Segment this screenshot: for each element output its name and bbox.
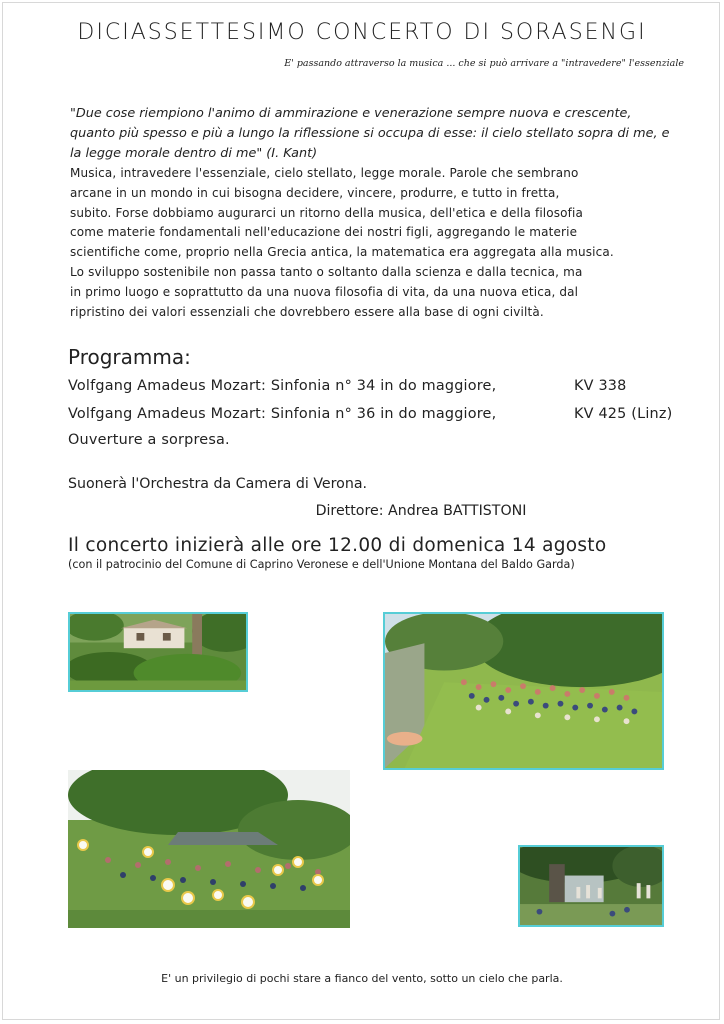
audience-on-hillside-photo: [383, 612, 664, 770]
conductor-line: [0, 503, 724, 519]
motto: E' passando attraverso la musica ... che si può arrivare a "intravedere" l'essenziale: [284, 58, 684, 69]
daisies-and-crowd-photo: [68, 770, 350, 928]
intro-line: subito. Forse dobbiamo augurarci un ritorno della musica, dell'etica e della filosofia: [70, 205, 584, 220]
program-catalog: KV 338: [574, 378, 627, 394]
intro-line: arcane in un mondo in cui bisogna decidere, vincere, produrre, e tutto in fretta,: [70, 185, 560, 200]
page-title: DICIASSETTESIMO CONCERTO DI SORASENGI: [77, 20, 647, 45]
mountain-hut-photo: [68, 612, 248, 692]
intro-paragraph: [70, 164, 690, 322]
intro-line: come materie fondamentali nell'educazione dei nostri figli, aggregando le materie: [70, 225, 578, 240]
program-piece: Ouverture a sorpresa.: [68, 432, 230, 448]
intro-line: ripristino dei valori essenziali che dovrebbero essere alla base di ogni civiltà.: [70, 304, 544, 319]
orchestra-line: Suonerà l'Orchestra da Camera di Verona.: [68, 476, 368, 492]
program-item: [68, 406, 708, 422]
program-catalog: KV 425 (Linz): [574, 406, 673, 422]
conductor-text: Direttore: Andrea BATTISTONI: [315, 503, 527, 519]
intro-line: scientifiche come, proprio nella Grecia antica, la matematica era aggregata alla musica.: [70, 245, 614, 260]
footer-quote: E' un privilegio di pochi stare a fianco del vento, sotto un cielo che parla.: [161, 972, 563, 985]
patronage-note: (con il patrocinio del Comune di Caprino Veronese e dell'Unione Montana del Baldo Garda): [68, 558, 575, 571]
intro-line: Musica, intravedere l'essenziale, cielo stellato, legge morale. Parole che sembrano: [70, 166, 579, 180]
program-piece: Volfgang Amadeus Mozart: Sinfonia n° 34 in do maggiore,: [68, 378, 497, 394]
program-item: [68, 378, 708, 394]
kant-quote: "Due cose riempiono l'animo di ammirazione e venerazione sempre nuova e crescente, quanto più spesso e più a lungo la riflessione si occupa di esse: il cielo stellato sopra di me, e la legge morale dentro di me" (I. Kant): [70, 106, 670, 161]
intro-line: Lo sviluppo sostenibile non passa tanto o soltanto dalla scienza e dalla tecnica, ma: [70, 264, 583, 279]
intro-line: in primo luogo e soprattutto da una nuova filosofia di vita, da una nuova etica, dal: [70, 284, 579, 299]
program-piece: Volfgang Amadeus Mozart: Sinfonia n° 36 in do maggiore,: [68, 406, 497, 422]
program-item: [68, 432, 708, 448]
tree-gathering-photo: [518, 845, 664, 927]
program-heading: Programma:: [68, 345, 191, 369]
start-time: Il concerto inizierà alle ore 12.00 di domenica 14 agosto: [68, 535, 607, 556]
